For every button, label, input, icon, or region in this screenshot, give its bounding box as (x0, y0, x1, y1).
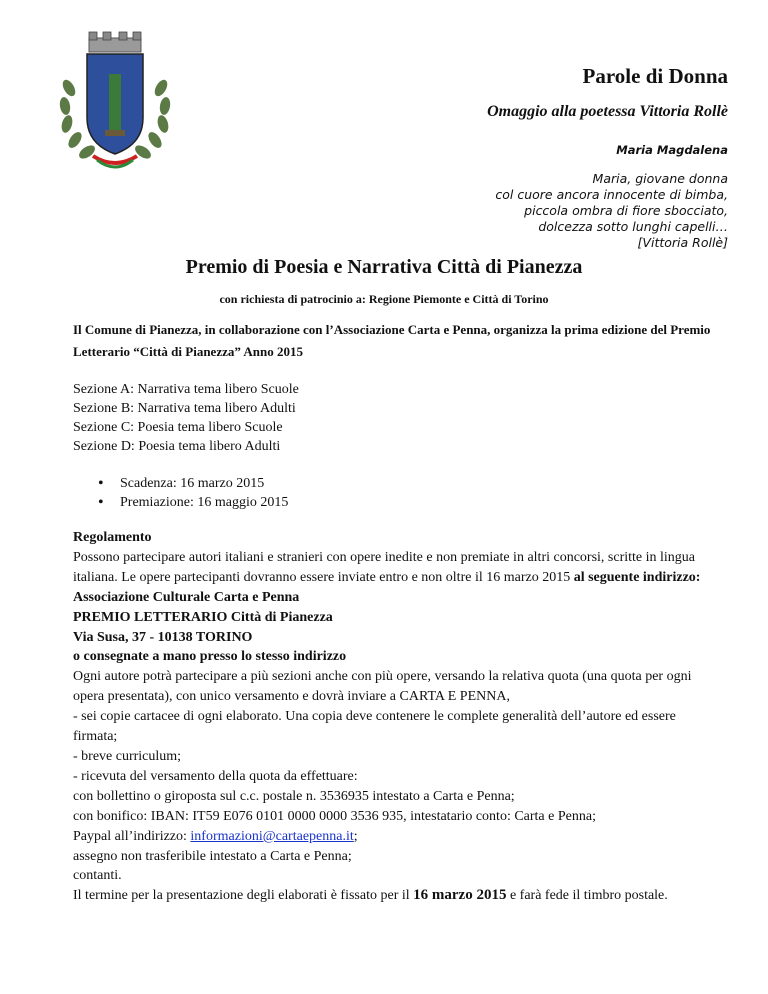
requirement-item: - sei copie cartacee di ogni elaborato. Una copia deve contenere le complete generalità dell’autore ed essere firmata; (73, 709, 676, 745)
address-line: Associazione Culturale Carta e Penna (73, 589, 300, 605)
deadline-text: Il termine per la presentazione degli elaborati è fissato per il (73, 888, 414, 904)
section-item: Sezione A: Narrativa tema libero Scuole (73, 382, 299, 397)
poem (487, 171, 728, 251)
address-line: o consegnate a mano presso lo stesso indirizzo (73, 649, 347, 665)
email-link[interactable]: informazioni@cartaepenna.it (190, 828, 354, 844)
section-item: Sezione B: Narrativa tema libero Adulti (73, 401, 296, 416)
award-date: • Premiazione: 16 maggio 2015 (98, 493, 288, 512)
address-intro: al seguente indirizzo: (570, 569, 701, 585)
requirement-item: - breve curriculum; (73, 748, 182, 764)
patronage-note: con richiesta di patrocinio a: Regione Piemonte e Città di Torino (219, 292, 549, 306)
payment-option: assegno non trasferibile intestato a Carta e Penna; (73, 848, 352, 864)
deadline-paragraph (73, 886, 713, 906)
deadline-date-bold: 16 marzo 2015 (413, 887, 507, 904)
coat-of-arms-logo (55, 28, 175, 178)
paypal-label: Paypal all’indirizzo: (73, 828, 191, 844)
regulations-text: Possono partecipare autori italiani e stranieri con opere inedite e non premiate in altri concorsi, scritte in lingua italiana. Le opere partecipanti dovranno essere inviate entro e non oltre il 16 marzo 2015 (73, 549, 696, 585)
page-subtitle: Omaggio alla poetessa Vittoria Rollè (487, 103, 728, 120)
participation-paragraph: Ogni autore potrà partecipare a più sezioni anche con più opere, versando la relativa quota (una quota per ogni opera presentata), con unico versamento e dovrà inviare a CARTA E PENNA, (73, 669, 692, 705)
prize-title: Premio di Poesia e Narrativa Città di Pianezza (185, 256, 583, 278)
payment-option: con bollettino o giroposta sul c.c. postale n. 3536935 intestato a Carta e Penna; (73, 788, 515, 804)
sections-list (73, 380, 299, 456)
poem-line: piccola ombra di fiore sbocciato, (524, 203, 728, 218)
header (487, 64, 728, 251)
section-item: Sezione C: Poesia tema libero Scuole (73, 420, 283, 435)
poem-line: dolcezza sotto lunghi capelli… (538, 219, 728, 234)
address-line: Via Susa, 37 - 10138 TORINO (73, 629, 253, 645)
payment-option: contanti. (73, 868, 122, 884)
section-item: Sezione D: Poesia tema libero Adulti (73, 439, 281, 454)
page-title: Parole di Donna (582, 64, 728, 88)
dates-list (98, 474, 288, 512)
payment-option: con bonifico: IBAN: IT59 E076 0101 0000 0000 3536 935, intestatario conto: Carta e Penna; (73, 808, 596, 824)
poem-line: Maria, giovane donna (592, 171, 728, 186)
deadline-date: • Scadenza: 16 marzo 2015 (98, 474, 288, 493)
requirement-item: - ricevuta del versamento della quota da effettuare: (73, 768, 358, 784)
regulations-heading: Regolamento (73, 530, 152, 545)
intro-paragraph: Il Comune di Pianezza, in collaborazione con l’Associazione Carta e Penna, organizza la prima edizione del Premio Letterario “Città di Pianezza” Anno 2015 (73, 322, 711, 359)
regulations (73, 528, 713, 906)
address-line: PREMIO LETTERARIO Città di Pianezza (73, 609, 333, 625)
deadline-suffix: e farà fede il timbro postale. (506, 888, 668, 904)
poem-title: Maria Magdalena (616, 143, 728, 157)
paypal-suffix: ; (353, 828, 358, 844)
poem-line: col cuore ancora innocente di bimba, (495, 187, 728, 202)
poem-attribution: [Vittoria Rollè] (637, 235, 728, 250)
payment-option (73, 827, 713, 847)
regulations-paragraph (73, 548, 713, 588)
